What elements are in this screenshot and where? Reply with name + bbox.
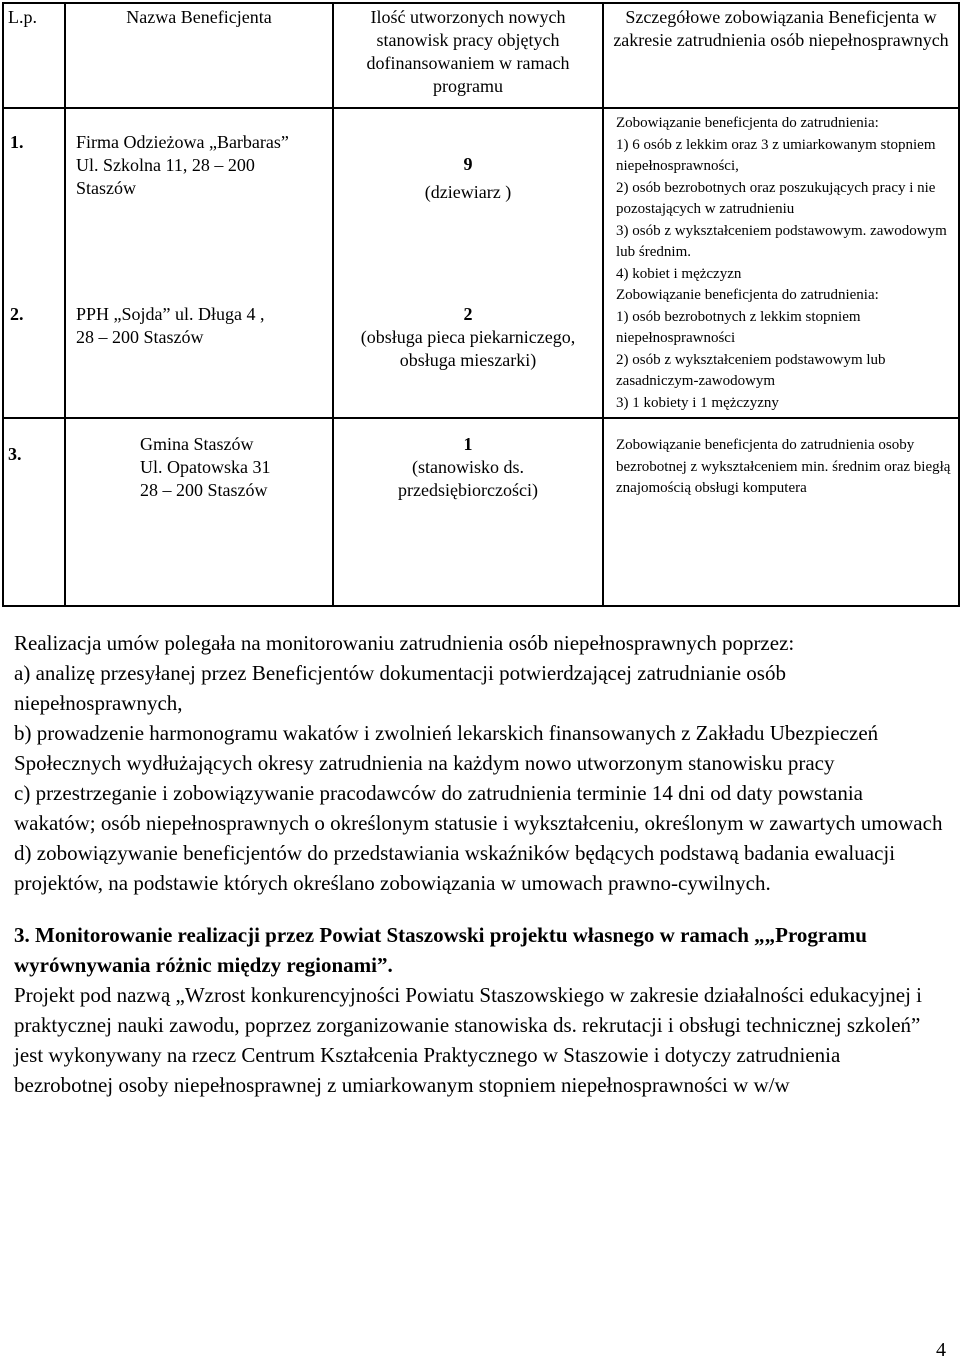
row-1-name-line: Staszów (76, 178, 136, 198)
section-paragraph: Projekt pod nazwą „Wzrost konkurencyjności Powiatu Staszowskiego w zakresie działalności edukacyjnej i praktycznej nauki zawodu, poprzez zorganizowanie stanowiska ds. rekrutacji i obsługi technicznej szkoleń” jest wykonywany na rzecz Centrum Kształcenia Praktycznego w Staszowie i dotyczy zatrudnienia bezrobotnej osoby niepełnosprawnej z umiarkowanym stopniem niepełnosprawności w w/w (14, 983, 922, 1097)
table-row (3, 418, 959, 606)
row-1-count-desc: (dziewiarz ) (424, 182, 512, 202)
row-3-lp: 3. (3, 418, 65, 606)
row-2-name-line: PPH „Sojda” ul. Długa 4 , (76, 304, 265, 324)
table-row (3, 108, 959, 418)
row-2-count: 2 (463, 304, 473, 324)
row-3-name-line: Gmina Staszów (140, 434, 254, 454)
table-cell-details-group (603, 108, 959, 418)
row-1-count: 9 (463, 154, 473, 174)
details-line: 1) 6 osób z lekkim oraz 3 z umiarkowanym stopniem niepełnosprawności, (616, 136, 936, 174)
row-2-count-desc: (obsługa pieca piekarniczego, obsługa mieszarki) (360, 327, 576, 370)
header-details: Szczegółowe zobowiązania Beneficjenta w zakresie zatrudnienia osób niepełnosprawnych (603, 3, 959, 108)
page-number: 4 (936, 1339, 946, 1361)
details-line: 3) osób z wykształceniem podstawowym. zawodowym lub średnim. (616, 222, 947, 260)
row-2-name-line: 28 – 200 Staszów (76, 327, 204, 347)
body-text (14, 628, 944, 1100)
table-cell-lp-group (3, 108, 65, 418)
row-1-name-line: Ul. Szkolna 11, 28 – 200 (76, 155, 255, 175)
list-item: c) przestrzeganie i zobowiązywanie pracodawców do zatrudnienia terminie 14 dni od daty powstania wakatów; osób niepełnosprawnych o określonym statusie i wykształceniu, określonym w zawartych umowach (14, 781, 943, 835)
table-cell-name-group (65, 108, 333, 418)
row-1-name (76, 131, 326, 200)
row-1-lp: 1. (10, 132, 24, 152)
row-3-count: 1 (463, 434, 473, 454)
details-line: 1) osób bezrobotnych z lekkim stopniem niepełnosprawności (616, 308, 861, 346)
beneficiaries-table (2, 2, 960, 607)
list-item: a) analizę przesyłanej przez Beneficjentów dokumentacji potwierdzającej zatrudnianie osób niepełnosprawnych, (14, 661, 786, 715)
list-item: b) prowadzenie harmonogramu wakatów i zwolnień lekarskich finansowanych z Zakładu Ubezpieczeń Społecznych wydłużających okresy zatrudnienia na każdym nowo utworzonym stanowisku pracy (14, 721, 879, 775)
row-2-name (76, 303, 326, 349)
row-2-details (616, 285, 952, 414)
row-1-name-line: Firma Odzieżowa „Barbaras” (76, 132, 289, 152)
row-3-name (65, 418, 333, 606)
row-3-count-cell (333, 418, 603, 606)
header-name: Nazwa Beneficjenta (65, 3, 333, 108)
details-line: 4) kobiet i mężczyzn (616, 265, 742, 282)
details-line: 3) 1 kobiety i 1 mężczyzny (616, 394, 779, 411)
header-lp: L.p. (3, 3, 65, 108)
row-2-lp: 2. (10, 304, 24, 324)
details-line: 2) osób z wykształceniem podstawowym lub zasadniczym-zawodowym (616, 351, 886, 389)
details-line: Zobowiązanie beneficjenta do zatrudnienia: (616, 287, 879, 303)
details-line: 2) osób bezrobotnych oraz poszukujących pracy i nie pozostających w zatrudnieniu (616, 179, 936, 217)
row-1-details (616, 113, 952, 285)
section-heading: 3. Monitorowanie realizacji przez Powiat Staszowski projektu własnego w ramach „„Programu wyrównywania różnic między regionami”. (14, 923, 867, 977)
table-cell-count-group (333, 108, 603, 418)
row-3-name-line: Ul. Opatowska 31 (140, 457, 271, 477)
row-3-count-desc: (stanowisko ds. przedsiębiorczości) (398, 457, 538, 500)
table-header-row (3, 3, 959, 108)
header-count: Ilość utworzonych nowych stanowisk pracy objętych dofinansowaniem w ramach programu (333, 3, 603, 108)
details-line: Zobowiązanie beneficjenta do zatrudnienia: (616, 115, 879, 131)
list-item: d) zobowiązywanie beneficjentów do przedstawiania wskaźników będących podstawą badania ewaluacji projektów, na podstawie których określano zobowiązania w umowach prawno-cywilnych. (14, 841, 896, 895)
row-3-name-line: 28 – 200 Staszów (140, 480, 268, 500)
intro-paragraph: Realizacja umów polegała na monitorowaniu zatrudnienia osób niepełnosprawnych poprzez: (14, 631, 795, 655)
row-3-details: Zobowiązanie beneficjenta do zatrudnienia osoby bezrobotnej z wykształceniem min. średnim oraz biegłą znajomością obsługi komputera (603, 418, 959, 606)
